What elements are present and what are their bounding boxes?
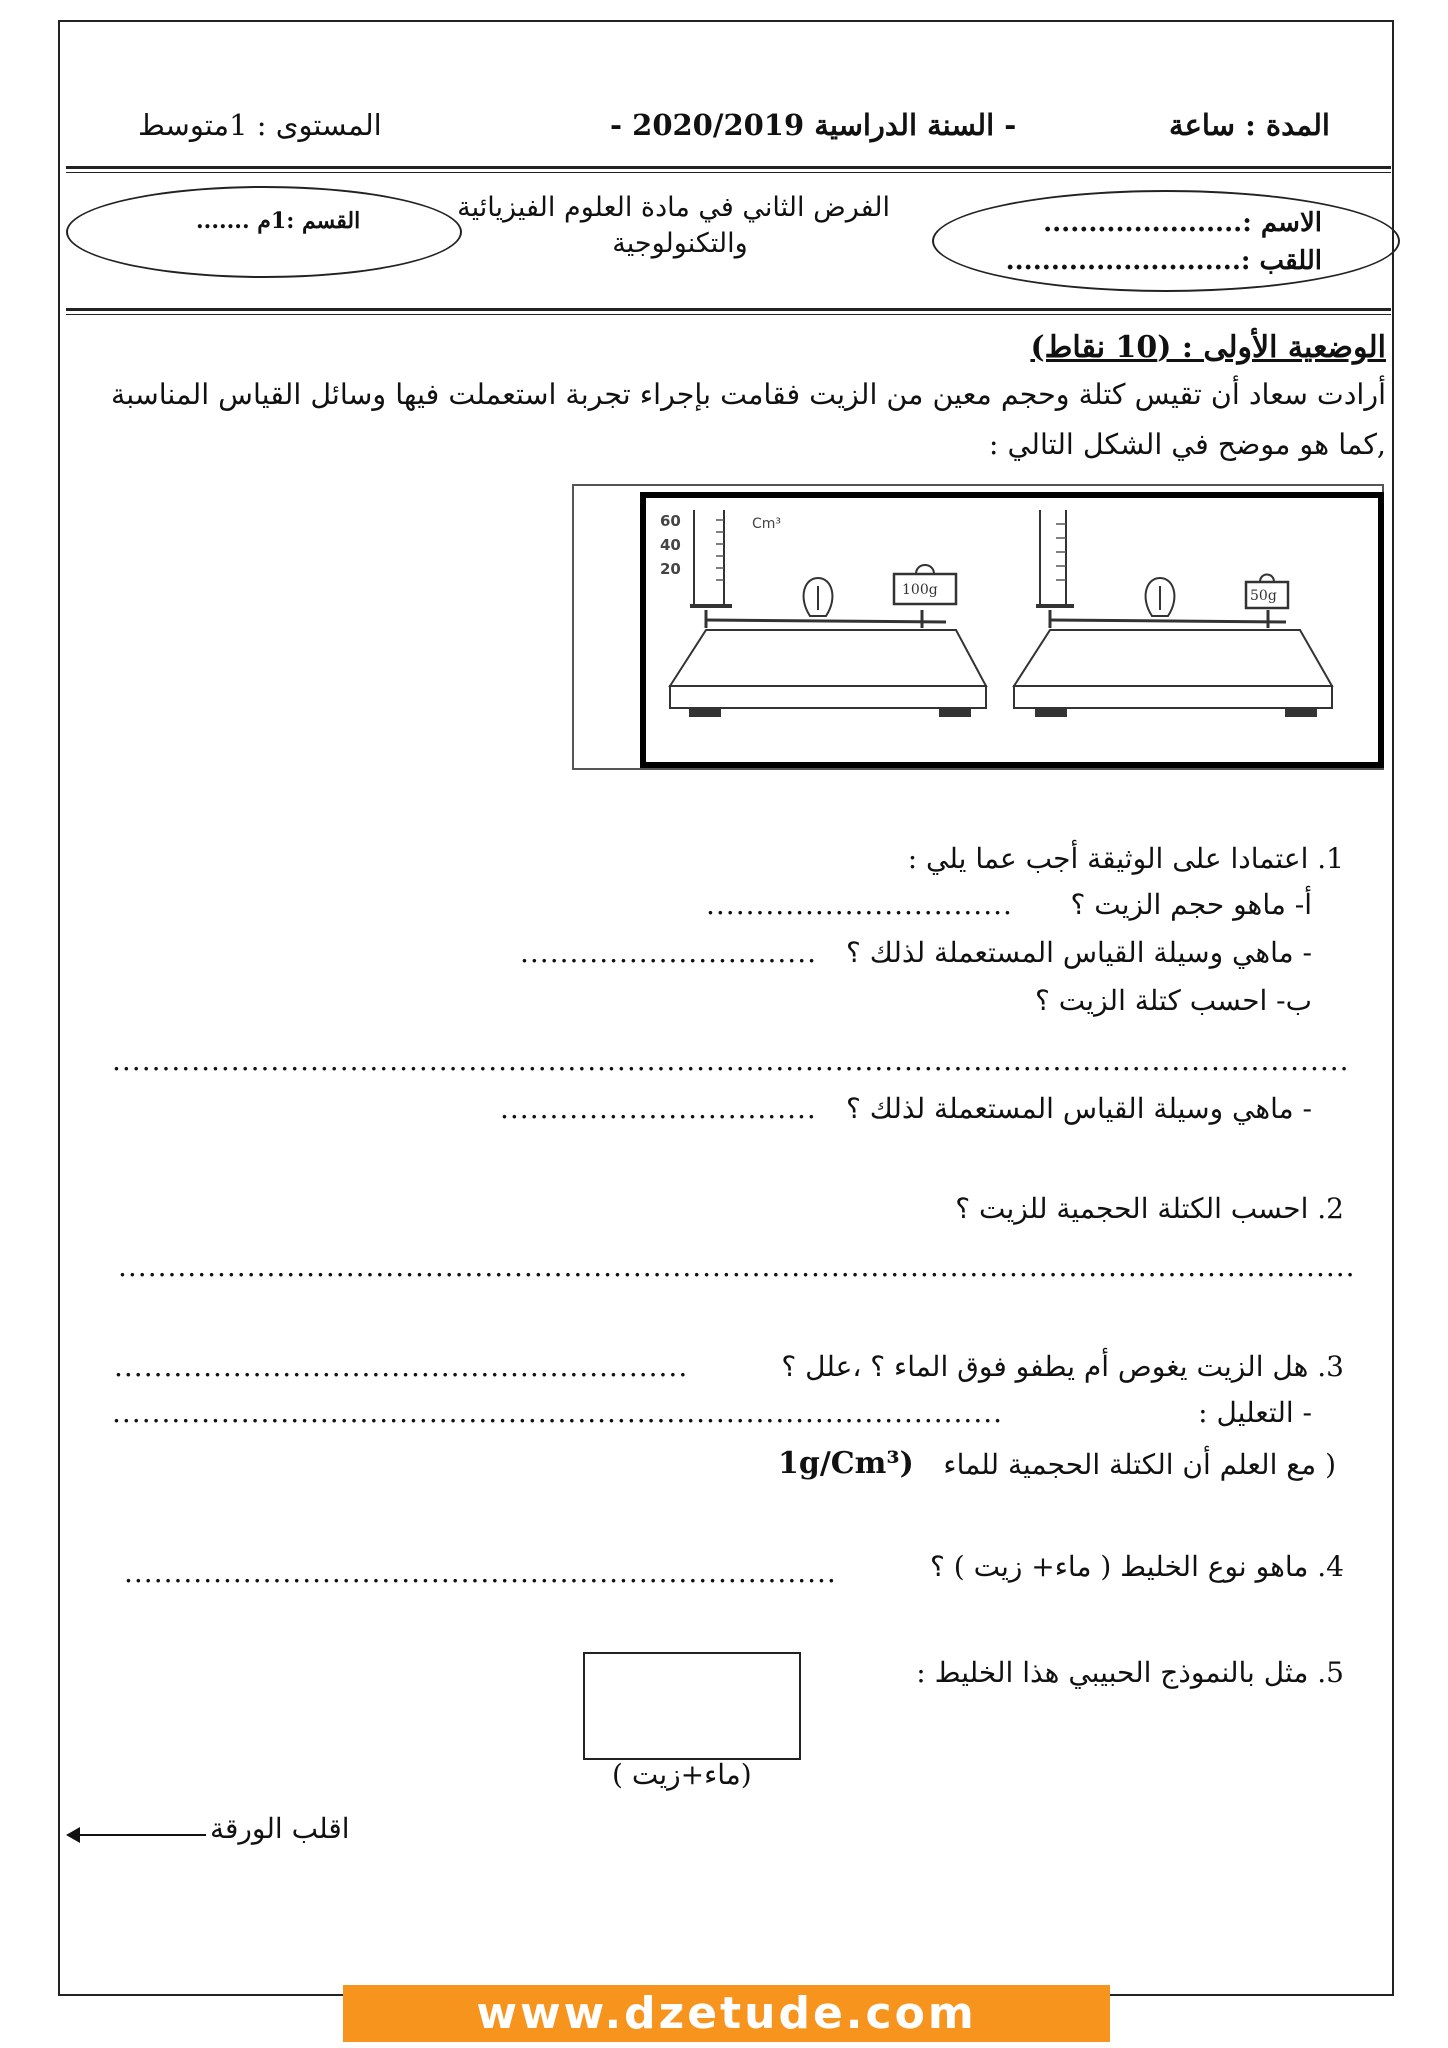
name-oval — [932, 190, 1400, 292]
scale-label-20: 20 — [660, 560, 681, 578]
question-4-answer[interactable]: ........................................................................ — [124, 1556, 837, 1589]
situation-intro-line1: أرادت سعاد أن تقيس كتلة وحجم معين من الزيت فقامت بإجراء تجربة استعملت فيها وسائل القياس المناسبة — [110, 378, 1386, 411]
level-label: المستوى : 1متوسط — [138, 108, 382, 142]
question-1b-answer[interactable]: ............................................................................................................................. — [112, 1044, 1350, 1077]
header-divider-bottom-thin — [66, 314, 1391, 315]
question-1a-tool-answer[interactable]: .............................. — [520, 936, 818, 969]
scale-label-60: 60 — [660, 512, 681, 530]
duration-label: المدة : ساعة — [1169, 108, 1330, 142]
question-1a-tool: - ماهي وسيلة القياس المستعملة لذلك ؟ — [846, 936, 1312, 969]
header-divider-bottom — [66, 308, 1391, 311]
school-year-label: - السنة الدراسية 2020/2019 - — [610, 108, 1017, 142]
name-field[interactable]: الاسم :...................... — [1043, 208, 1322, 238]
question-3-note-value: 1g/Cm³) — [778, 1446, 914, 1481]
particle-model-box[interactable] — [583, 1652, 801, 1760]
question-1b-tool-answer[interactable]: ................................ — [500, 1092, 817, 1125]
question-1b-tool: - ماهي وسيلة القياس المستعملة لذلك ؟ — [846, 1092, 1312, 1125]
question-1b: ب- احسب كتلة الزيت ؟ — [1035, 984, 1312, 1017]
question-3-note: ( مع العلم أن الكتلة الحجمية للماء — [943, 1448, 1336, 1481]
class-field[interactable]: القسم :1م ....... — [196, 208, 361, 234]
question-2-answer[interactable]: ............................................................................................................................. — [118, 1250, 1356, 1283]
scale-label-40: 40 — [660, 536, 681, 554]
question-2: 2. احسب الكتلة الحجمية للزيت ؟ — [955, 1192, 1344, 1225]
unit-label: Cm³ — [752, 516, 782, 532]
surname-field[interactable]: اللقب :.......................... — [1005, 246, 1322, 276]
question-3-answer[interactable]: .......................................................... — [114, 1350, 689, 1383]
question-1a-answer[interactable]: ............................... — [706, 888, 1013, 921]
exam-title-line1: الفرض الثاني في مادة العلوم الفيزيائية — [457, 192, 890, 223]
question-4: 4. ماهو نوع الخليط ( ماء+ زيت ) ؟ — [929, 1550, 1344, 1583]
turn-page-label: اقلب الورقة — [210, 1812, 350, 1845]
question-1a: أ- ماهو حجم الزيت ؟ — [1070, 888, 1312, 921]
particle-model-label: (ماء+زيت ) — [612, 1758, 752, 1791]
footer-url[interactable]: www.dzetude.com — [343, 1985, 1110, 2042]
header-divider-top-thin — [66, 172, 1391, 173]
mass-label-left: 100g — [902, 582, 938, 598]
arrow-left-icon — [66, 1827, 80, 1843]
figure-balances — [640, 492, 1384, 768]
question-3: 3. هل الزيت يغوص أم يطفو فوق الماء ؟ ،علل ؟ — [781, 1350, 1344, 1383]
mass-label-right: 50g — [1250, 588, 1277, 604]
situation-title: الوضعية الأولى : (10 نقاط) — [1030, 330, 1386, 365]
header-divider-top — [66, 166, 1391, 169]
exam-title-line2: والتكنولوجية — [612, 228, 748, 259]
situation-intro-line2: ,كما هو موضح في الشكل التالي : — [988, 428, 1386, 461]
question-5: 5. مثل بالنموذج الحبيبي هذا الخليط : — [916, 1656, 1344, 1689]
question-3-reason-answer[interactable]: .......................................................................................... — [112, 1396, 1004, 1429]
turn-page-arrow-line — [74, 1834, 206, 1836]
balances-drawing — [646, 498, 1378, 762]
question-1: 1. اعتمادا على الوثيقة أجب عما يلي : — [907, 842, 1344, 875]
question-3-reason: - التعليل : — [1198, 1396, 1312, 1429]
